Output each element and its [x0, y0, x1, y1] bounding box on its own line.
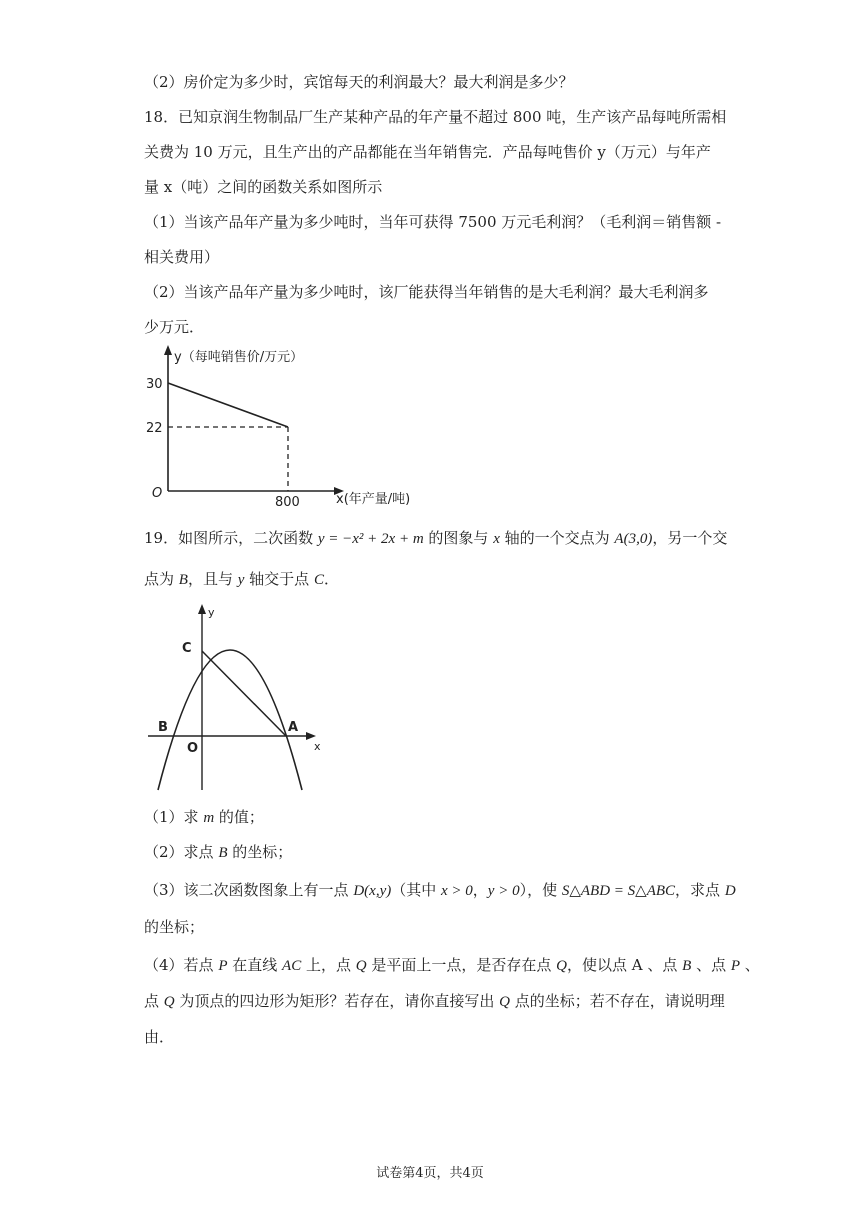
fig1-tick-800: 800 [275, 495, 300, 508]
q19-equation: y = −x² + 2x + m [317, 531, 424, 547]
point-D: D(x,y) [353, 883, 392, 899]
fig1-x-label: x(年产量/吨) [336, 492, 411, 507]
fig1-tick-30: 30 [146, 377, 163, 392]
fig2-label-B: B [158, 720, 168, 735]
q19-sub1: （1）求 m 的值； [144, 808, 264, 826]
q19-sub4-line2: 点 Q 为顶点的四边形为矩形？若存在，请你直接写出 Q 点的坐标；若不存在，请说明理 [144, 992, 725, 1010]
fig1-y-label: y（每吨销售价/万元） [174, 350, 304, 365]
q19-figure [144, 600, 334, 795]
fig2-x-arrow [306, 732, 316, 740]
q19-sub4-line3: 由． [144, 1028, 175, 1046]
q18-text-2: 关费为 10 万元，且生产出的产品都能在当年销售完．产品每吨售价 y（万元）与年产 [144, 143, 711, 161]
fig2-parabola [158, 650, 302, 790]
q18-part1-line2: 相关费用） [144, 248, 220, 266]
fig2-label-O: O [187, 741, 199, 756]
fig2-label-A: A [288, 720, 299, 735]
q19-sub3-line1: （3）该二次函数图象上有一点 D(x,y)（其中 x > 0，y > 0），使 S△ABD = S△ABC，求点 D [144, 881, 736, 899]
fig1-tick-22: 22 [146, 421, 163, 436]
q18-part2-line1: （2）当该产品年产量为多少吨时，该厂能获得当年销售的是大毛利润？最大毛利润多 [144, 283, 709, 301]
fig2-label-x: x [314, 740, 321, 753]
fig1-price-line [168, 383, 288, 427]
fig2-label-y: y [208, 606, 215, 619]
q19-text-1: 19．如图所示，二次函数 y = −x² + 2x + m 的图象与 x 轴的一个交点为 A(3,0)，另一个交 [144, 529, 728, 547]
q19-sub2: （2）求点 B 的坐标； [144, 843, 293, 861]
q18-text-1: 18．已知京润生物制品厂生产某种产品的年产量不超过 800 吨，生产该产品每吨所需相 [144, 108, 727, 126]
fig2-label-C: C [182, 641, 192, 656]
fig2-segment-CA [202, 651, 286, 736]
fig1-y-arrow [164, 345, 172, 355]
q19-sub3-line2: 的坐标； [144, 918, 205, 936]
line-q17-part2: （2）房价定为多少时，宾馆每天的利润最大？最大利润是多少？ [144, 73, 574, 91]
page-footer: 试卷第4页，共4页 [376, 1166, 484, 1181]
q18-part1-line1: （1）当该产品年产量为多少吨时，当年可获得 7500 万元毛利润？（毛利润＝销售额 - [144, 213, 722, 231]
point-A: A(3,0) [614, 531, 653, 547]
fig2-y-arrow [198, 604, 206, 614]
q19-text-2: 点为 B，且与 y 轴交于点 C． [144, 570, 339, 588]
q18-text-3: 量 x（吨）之间的函数关系如图所示 [144, 178, 383, 196]
area-condition: S△ABD = S△ABC [561, 883, 676, 899]
q18-part2-line2: 少万元． [144, 318, 205, 336]
q19-sub4-line1: （4）若点 P 在直线 AC 上，点 Q 是平面上一点，是否存在点 Q，使以点 A 、点 B 、点 P 、 [144, 956, 760, 974]
q18-figure [140, 343, 440, 508]
fig1-origin: O [152, 486, 163, 501]
